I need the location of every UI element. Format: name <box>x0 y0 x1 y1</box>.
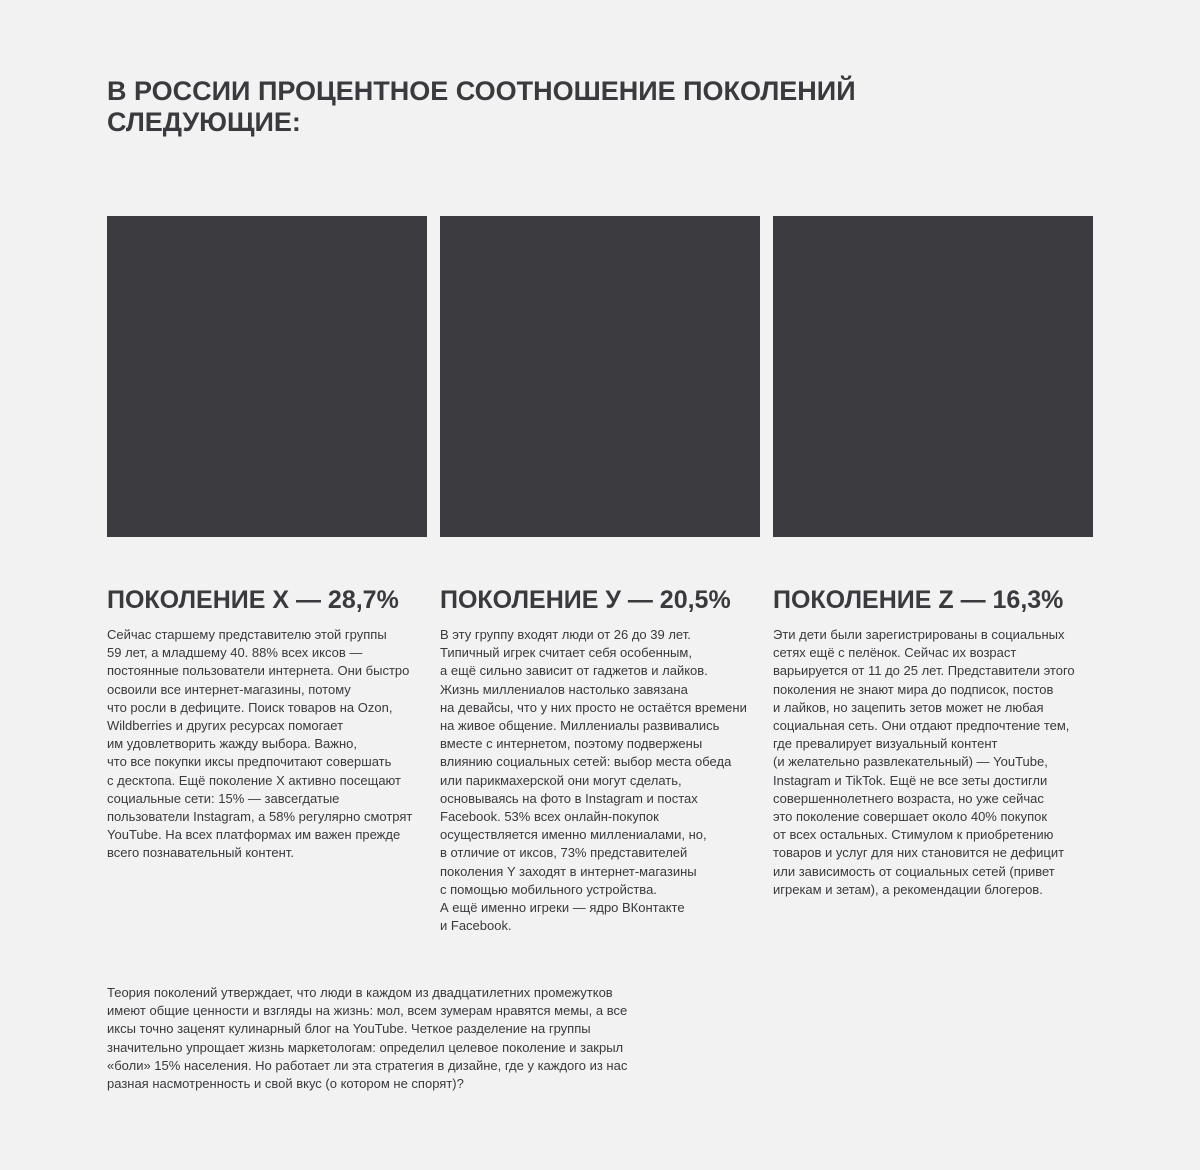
generation-y-card <box>440 216 760 935</box>
generations-grid <box>107 216 1093 935</box>
generation-x-heading: ПОКОЛЕНИЕ X — 28,7% <box>107 586 399 614</box>
generation-y-heading: ПОКОЛЕНИЕ У — 20,5% <box>440 586 731 614</box>
generation-y-paragraph: В эту группу входят люди от 26 до 39 лет. Типичный игрек считает себя особенным, а ещё сильно зависит от гаджетов и лайков. Жизнь миллениалов настолько завязана на девайсы, что у них просто не остаётся времени на живое общение. Миллениалы развивались вместе с интернетом, поэтому подвержены влиянию социальных сетей: выбор места обеда или парикмахерской они могут сделать, основываясь на фото в Instagram и постах Facebook. 53% всех онлайн-покупок осуществляется именно миллениалами, но, в отличие от иксов, 73% представителей поколения Y заходят в интернет-магазины с помощью мобильного устройства. А ещё именно игреки — ядро ВКонтакте и Facebook. <box>440 627 747 934</box>
generation-z-image <box>773 216 1093 537</box>
generation-z-text <box>773 626 1093 899</box>
generation-y-image <box>440 216 760 537</box>
generation-z-heading: ПОКОЛЕНИЕ Z — 16,3% <box>773 586 1064 614</box>
generation-x-paragraph: Сейчас старшему представителю этой группы 59 лет, а младшему 40. 88% всех иксов — постоянные пользователи интернета. Они быстро освоили все интернет-магазины, потому что росли в дефиците. Поиск товаров на Ozon, Wildberries и других ресурсах помогает им удовлетворить жажду выбора. Важно, что все покупки иксы предпочитают совершать с десктопа. Ещё поколение X активно посещают социальные сети: 15% — завсегдатые пользователи Instagram, а 58% регулярно смотрят YouTube. На всех платформах им важен прежде всего познавательный контент. <box>107 627 413 861</box>
generation-z-card <box>773 216 1093 935</box>
generation-x-text <box>107 626 427 863</box>
generation-x-image <box>107 216 427 537</box>
generation-y-text <box>440 626 760 935</box>
page-title: В РОССИИ ПРОЦЕНТНОЕ СООТНОШЕНИЕ ПОКОЛЕНИЙ СЛЕДУЮЩИЕ: <box>107 76 856 137</box>
generation-x-card <box>107 216 427 935</box>
generation-z-paragraph: Эти дети были зарегистрированы в социальных сетях ещё с пелёнок. Сейчас их возраст варьируется от 11 до 25 лет. Представители этого поколения не знают мира до подписок, постов и лайков, но зацепить зетов может не любая социальная сеть. Они отдают предпочтение тем, где превалирует визуальный контент (и желательно развлекательный) — YouTube, Instagram и TikTok. Ещё не все зеты достигли совершеннолетнего возраста, но уже сейчас это поколение совершает около 40% покупок от всех остальных. Стимулом к приобретению товаров и услуг для них становится не дефицит или зависимость от социальных сетей (привет игрекам и зетам), а рекомендации блогеров. <box>773 627 1075 897</box>
summary-paragraph: Теория поколений утверждает, что люди в каждом из двадцатилетних промежутков имеют общие ценности и взгляды на жизнь: мол, всем зумерам нравятся мемы, а все иксы точно заценят кулинарный блог на YouTube. Четкое разделение на группы значительно упрощает жизнь маркетологам: определил целевое поколение и закрыл «боли» 15% населения. Но работает ли эта стратегия в дизайне, где у каждого из нас разная насмотренность и свой вкус (о котором не спорят)? <box>107 985 628 1092</box>
